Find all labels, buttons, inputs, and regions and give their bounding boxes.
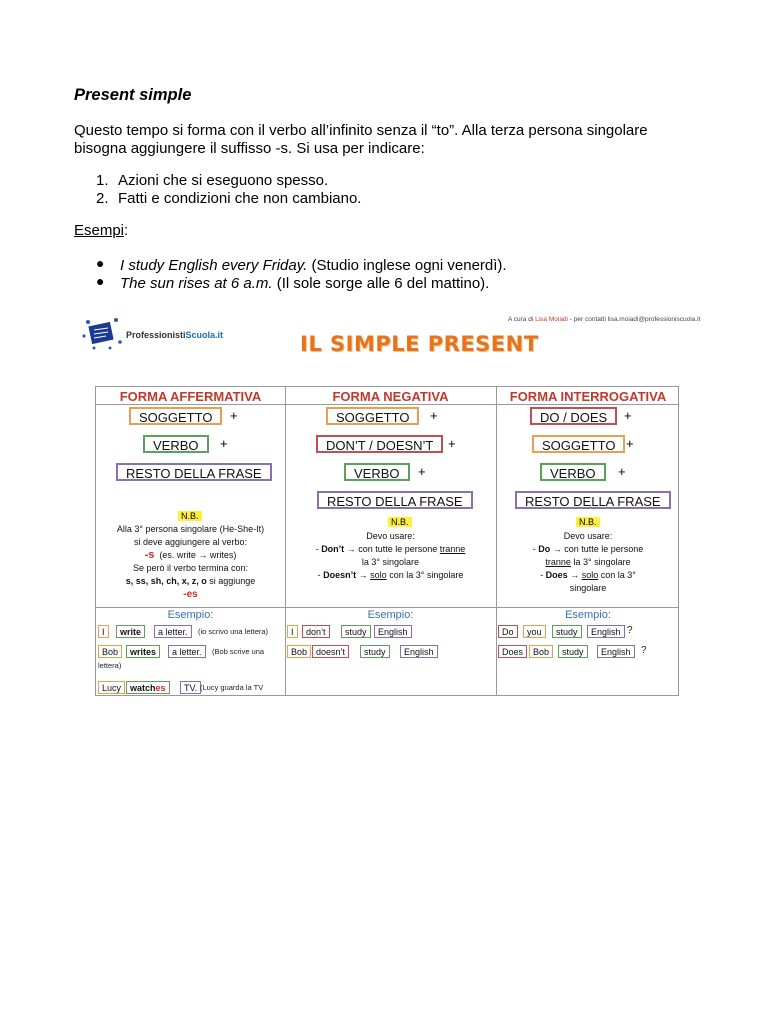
note-line: Se però il verbo termina con: (132, 563, 249, 573)
plus-sign: + (626, 436, 634, 451)
note-keyword: Does (545, 570, 568, 580)
note-line: → con tutte le persone (552, 544, 644, 554)
example-rest: English (374, 625, 412, 638)
note-line: con la 3° singolare (389, 570, 464, 580)
note-keyword: Don’t (321, 544, 345, 554)
example-auxiliary: Does (498, 645, 527, 658)
note-line: singolare (569, 583, 607, 593)
example-verb: study (552, 625, 582, 638)
infographic-title: IL SIMPLE PRESENT (300, 332, 539, 356)
column-header-affirmative: FORMA AFFERMATIVA (119, 389, 262, 404)
example-rest: English (400, 645, 438, 658)
subject-box: SOGGETTO (326, 407, 419, 425)
note-suffix: -s (144, 549, 155, 561)
question-mark: ? (627, 625, 633, 636)
example-verb: study (360, 645, 390, 658)
rest-of-sentence-box: RESTO DELLA FRASE (116, 463, 272, 481)
column-header-interrogative: FORMA INTERROGATIVA (509, 389, 667, 404)
note-endings: s, ss, sh, ch, x, z, o (125, 576, 207, 586)
note-line: Alla 3° persona singolare (He-She-It) (116, 524, 265, 534)
example-rest: English (597, 645, 635, 658)
example-verb: study (341, 625, 371, 638)
verb-stem: watch (130, 683, 156, 693)
example-english: The sun rises at 6 a.m. (120, 275, 273, 292)
note-emphasis: solo (370, 570, 387, 580)
verb-box: VERBO (143, 435, 209, 453)
example-rest: English (587, 625, 625, 638)
example-subject: Bob (529, 645, 553, 658)
nb-label: N.B. (388, 517, 412, 527)
bullet-icon: ● (96, 255, 105, 271)
example-italian: (Il sole sorge alle 6 del mattino). (272, 275, 490, 292)
list-number: 1. (96, 172, 109, 189)
note-line: si aggiunge (209, 576, 256, 586)
example-item (96, 255, 507, 274)
note-line: si deve aggiungere al verbo: (133, 537, 248, 547)
brand-part: Scuola.it (185, 330, 224, 340)
example-header: Esempio: (167, 609, 214, 621)
note-line: → con tutte le persone (346, 544, 438, 554)
note-keyword: Do (538, 544, 551, 554)
professionisti-scuola-logo-icon (80, 314, 126, 352)
rest-of-sentence-box: RESTO DELLA FRASE (515, 491, 671, 509)
example-subject: Lucy (98, 681, 125, 694)
examples-colon: : (124, 222, 129, 239)
question-mark: ? (641, 645, 647, 656)
subject-box: SOGGETTO (129, 407, 222, 425)
page-title: Present simple (74, 86, 192, 104)
plus-sign: + (448, 436, 456, 451)
simple-present-infographic (74, 306, 701, 702)
note-line: con la 3° (600, 570, 636, 580)
example-auxiliary: Do (498, 625, 518, 638)
auxiliary-box: DO / DOES (530, 407, 617, 425)
note-suffix: -es (183, 589, 198, 600)
column-header-negative: FORMA NEGATIVA (332, 389, 449, 404)
example-verb: writes (126, 645, 160, 658)
auxiliary-box: DON’T / DOESN’T (316, 435, 443, 453)
list-text: Azioni che si eseguono spesso. (118, 172, 329, 189)
note-emphasis: tranne (439, 544, 466, 554)
rest-of-sentence-box: RESTO DELLA FRASE (317, 491, 473, 509)
nb-label: N.B. (178, 511, 202, 521)
verb-box: VERBO (344, 463, 410, 481)
example-subject: I (287, 625, 298, 638)
brand-name (126, 330, 223, 340)
verb-suffix: es (155, 683, 166, 693)
plus-sign: + (430, 408, 438, 423)
note-line: Devo usare: (366, 531, 415, 541)
author-credit (508, 316, 700, 323)
example-subject: Bob (98, 645, 122, 658)
examples-label: Esempi (74, 222, 125, 239)
plus-sign: + (230, 408, 238, 423)
example-header: Esempio: (565, 609, 611, 621)
note-line: la 3° singolare (573, 557, 631, 567)
bullet-icon: ● (96, 273, 105, 289)
verb-box: VERBO (540, 463, 606, 481)
nb-label: N.B. (576, 517, 600, 527)
affirmative-note (96, 523, 285, 601)
note-arrow: → (358, 570, 368, 580)
note-arrow: → (570, 570, 580, 580)
examples-heading (74, 222, 128, 239)
example-translation: (Bob scrive una (212, 647, 265, 656)
note-emphasis: tranne (545, 557, 571, 567)
example-rest: TV. (180, 681, 201, 694)
intro-paragraph: Questo tempo si forma con il verbo all’infinito senza il “to”. Alla terza persona singolare bisogna aggiungere il suffisso -s. Si usa per indicare: (74, 122, 648, 157)
example-rest: a letter. (154, 625, 192, 638)
example-auxiliary: don’t (302, 625, 330, 638)
example-subject: I (98, 625, 109, 638)
example-verb: study (558, 645, 588, 658)
subject-box: SOGGETTO (532, 435, 625, 453)
credit-text: - per contatti lisa.moiadi@professioniscuola.it (568, 316, 701, 323)
row-divider (96, 404, 678, 405)
list-text: Fatti e condizioni che non cambiano. (118, 190, 362, 207)
plus-sign: + (618, 464, 626, 479)
example-subject: Bob (287, 645, 311, 658)
example-translation: (io scrivo una lettera) (198, 627, 269, 636)
negative-note: Devo usare: - Don’t → con tutte le persone tranne la 3° singolare - Doesn’t → solo con la 3° singolare (285, 530, 496, 582)
forms-table (95, 386, 679, 696)
note-line: la 3° singolare (361, 557, 420, 567)
note-keyword: Doesn’t (323, 570, 357, 580)
example-auxiliary: doesn’t (312, 645, 349, 658)
example-subject: you (523, 625, 546, 638)
credit-text: A cura di (508, 316, 536, 323)
example-item (96, 273, 490, 292)
example-verb (126, 681, 170, 694)
example-verb: write (116, 625, 145, 638)
brand-part: Professionisti (126, 330, 186, 340)
plus-sign: + (624, 408, 632, 423)
note-emphasis: solo (581, 570, 599, 580)
example-translation: lettera) (98, 661, 122, 670)
plus-sign: + (220, 436, 228, 451)
example-english: I study English every Friday. (120, 257, 308, 274)
plus-sign: + (418, 464, 426, 479)
example-rest: a letter. (168, 645, 206, 658)
list-number: 2. (96, 190, 109, 207)
credit-name: Lisa Moiadi (535, 316, 568, 323)
note-line: Devo usare: (563, 531, 613, 541)
example-header: Esempio: (367, 609, 414, 621)
interrogative-note: Devo usare: - Do → con tutte le persone tranne la 3° singolare - Does → solo con la 3° singolare (496, 530, 680, 595)
row-divider (96, 607, 678, 608)
example-translation: (Lucy guarda la TV (200, 683, 264, 692)
example-italian: (Studio inglese ogni venerdì). (307, 257, 507, 274)
note-line: (es. write → writes) (159, 550, 237, 560)
